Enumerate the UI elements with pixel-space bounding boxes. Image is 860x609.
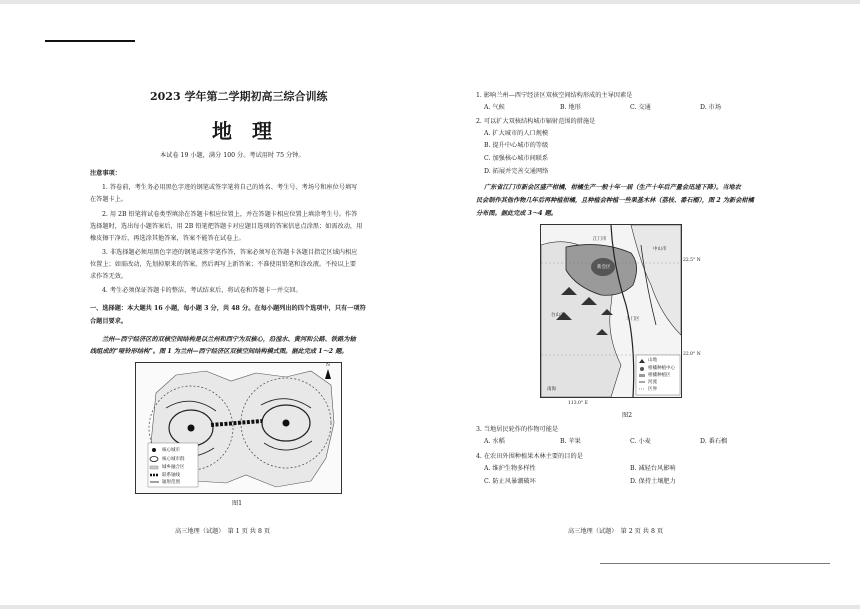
notes-line: 4. 考生必须保证答题卡的整洁，考试结束后，将试卷和答题卡一并交回。 bbox=[102, 287, 302, 294]
legend-label: 区界 bbox=[648, 387, 657, 392]
legend-label: 核心城市 bbox=[162, 448, 180, 453]
label-taishan: 台山市 bbox=[551, 313, 565, 318]
q4-option-d: D. 保持土壤肥力 bbox=[630, 478, 676, 485]
notes-line: 2. 用 2B 铅笔将试卷类型填涂在答题卡相应位置上，并在答题卡相应位置上填涂考生号。作答 bbox=[102, 211, 358, 218]
q3-option-c: C. 小麦 bbox=[630, 438, 651, 445]
passage2-line: 民会制作其他作物几年后再种植柑橘，且种植会种植一些果基木林（荔枝、番石榴），图 2 为新会柑橘 bbox=[476, 197, 754, 204]
legend-center-icon bbox=[640, 367, 644, 371]
notes-line: 3. 非选择题必须用黑色字迹的钢笔或签字笔作答，答案必须写在答题卡各题目指定区域内相应 bbox=[102, 249, 358, 256]
legend-label: 辐射范围 bbox=[162, 480, 180, 485]
legend-label: 山地 bbox=[648, 358, 657, 363]
legend-area-symbol bbox=[150, 466, 158, 469]
page2-footer: 高三地理（试题） 第 2 页 共 8 页 bbox=[568, 528, 664, 535]
figure2-caption: 图2 bbox=[622, 412, 633, 419]
core-city-xining bbox=[188, 425, 195, 432]
exam-title: 2023 学年第二学期初高三综合训练 bbox=[150, 90, 328, 103]
legend-label: 柑橘种植区 bbox=[648, 373, 671, 378]
figure1-map bbox=[135, 362, 342, 494]
q1-option-b: B. 地形 bbox=[560, 104, 581, 111]
q1-option-d: D. 市场 bbox=[700, 104, 722, 111]
q2-option-a: A. 扩大城市的人口规模 bbox=[484, 130, 549, 137]
label-jiangmen: 江门市 bbox=[593, 237, 607, 242]
q2-option-d: D. 拓展并完善交通网络 bbox=[484, 168, 549, 175]
label-zhongshan: 中山市 bbox=[653, 247, 667, 252]
legend-label: 城乡融合区 bbox=[162, 465, 185, 470]
lat-label-north: 22.5° N bbox=[683, 258, 701, 263]
q3-option-b: B. 苹果 bbox=[560, 438, 581, 445]
notes-line: 位置上；如需改动，先划掉原来的答案，然后再写上新答案；不准使用铅笔和涂改液。不按以上要 bbox=[90, 261, 357, 268]
subject-title: 地 理 bbox=[212, 119, 272, 143]
notes-line: 求作答无效。 bbox=[90, 273, 128, 280]
legend-label: 联系轴线 bbox=[162, 473, 180, 478]
legend-label: 柑橘种植中心 bbox=[648, 366, 675, 371]
lon-label: 113.0° E bbox=[568, 401, 588, 406]
notes-line: 1. 答卷前，考生务必用黑色字迹的钢笔或签字笔将自己的姓名、考生号、考场号和座位号填写 bbox=[102, 184, 358, 191]
legend-label: 核心城市群 bbox=[162, 457, 185, 462]
lat-label-south: 22.0° N bbox=[683, 352, 701, 357]
label-xinhui: 新会区 bbox=[597, 265, 611, 270]
header-rule bbox=[45, 40, 135, 42]
q2-option-b: B. 提升中心城市的等级 bbox=[484, 142, 549, 149]
footer-rule bbox=[600, 563, 830, 564]
passage2-line: 分布图。据此完成 3～4 题。 bbox=[476, 210, 557, 217]
notes-line: 选择题时，选出每小题答案后，用 2B 铅笔把答题卡对应题目选项的答案信息点涂黑；如需改动，用 bbox=[90, 223, 363, 230]
section1-heading: 一、选择题：本大题共 16 小题，每小题 3 分，共 48 分。在每小题列出的四个选项中，只有一项符 bbox=[90, 305, 366, 312]
label-sea: 南海 bbox=[547, 387, 556, 392]
passage2-line: 广东省江门市新会区盛产柑橘，柑橘生产一般十年一届（生产十年后产量会迅速下降）。当地农 bbox=[484, 184, 741, 191]
legend-label: 河流 bbox=[648, 380, 657, 385]
q2-stem: 2. 可以扩大双核结构城市辐射范围的措施是 bbox=[476, 118, 596, 125]
exam-info: 本试卷 19 小题，满分 100 分。考试用时 75 分钟。 bbox=[160, 152, 305, 159]
core-city-lanzhou bbox=[283, 420, 290, 427]
q3-stem: 3. 当地居民轮作的作物可能是 bbox=[476, 426, 559, 433]
q1-option-c: C. 交通 bbox=[630, 104, 651, 111]
passage1-line: 兰州—西宁经济区的双核空间结构是以兰州和西宁为双核心，沿湟水、黄河和公路、铁路为轴 bbox=[102, 336, 356, 343]
q2-option-c: C. 加强核心城市间联系 bbox=[484, 155, 549, 162]
figure1-caption: 图1 bbox=[232, 500, 243, 507]
q4-option-b: B. 减轻台风影响 bbox=[630, 465, 676, 472]
q1-option-a: A. 气候 bbox=[484, 104, 505, 111]
q3-option-d: D. 番石榴 bbox=[700, 438, 728, 445]
figure2-map bbox=[540, 224, 682, 398]
north-arrow-icon bbox=[325, 369, 331, 379]
scan-edge-top bbox=[0, 0, 860, 4]
legend-area-icon bbox=[639, 374, 645, 377]
north-label: N bbox=[326, 363, 330, 368]
q4-option-c: C. 防止风暴潮破坏 bbox=[484, 478, 536, 485]
notes-line: 橡皮擦干净后，再选涂其他答案，答案不能答在试卷上。 bbox=[90, 235, 245, 242]
label-doumen: 斗门区 bbox=[626, 317, 640, 322]
q3-option-a: A. 水稻 bbox=[484, 438, 505, 445]
passage1-line: 线组成的“哑铃形结构”。图 1 为兰州—西宁经济区双核空间结构模式图。据此完成 1～2 题。 bbox=[90, 348, 348, 355]
section1-heading: 合题目要求。 bbox=[90, 318, 128, 325]
notes-heading: 注意事项： bbox=[90, 170, 121, 177]
page1-footer: 高三地理（试题） 第 1 页 共 8 页 bbox=[175, 528, 271, 535]
notes-line: 在答题卡上。 bbox=[90, 196, 128, 203]
scan-edge-bottom bbox=[0, 605, 860, 609]
q1-stem: 1. 影响兰州—西宁经济区双核空间结构形成的主导因素是 bbox=[476, 92, 633, 99]
q4-option-a: A. 维护生物多样性 bbox=[484, 465, 536, 472]
q4-stem: 4. 在农田外围种植果木林主要的目的是 bbox=[476, 453, 583, 460]
legend-core-city-symbol bbox=[152, 448, 156, 452]
